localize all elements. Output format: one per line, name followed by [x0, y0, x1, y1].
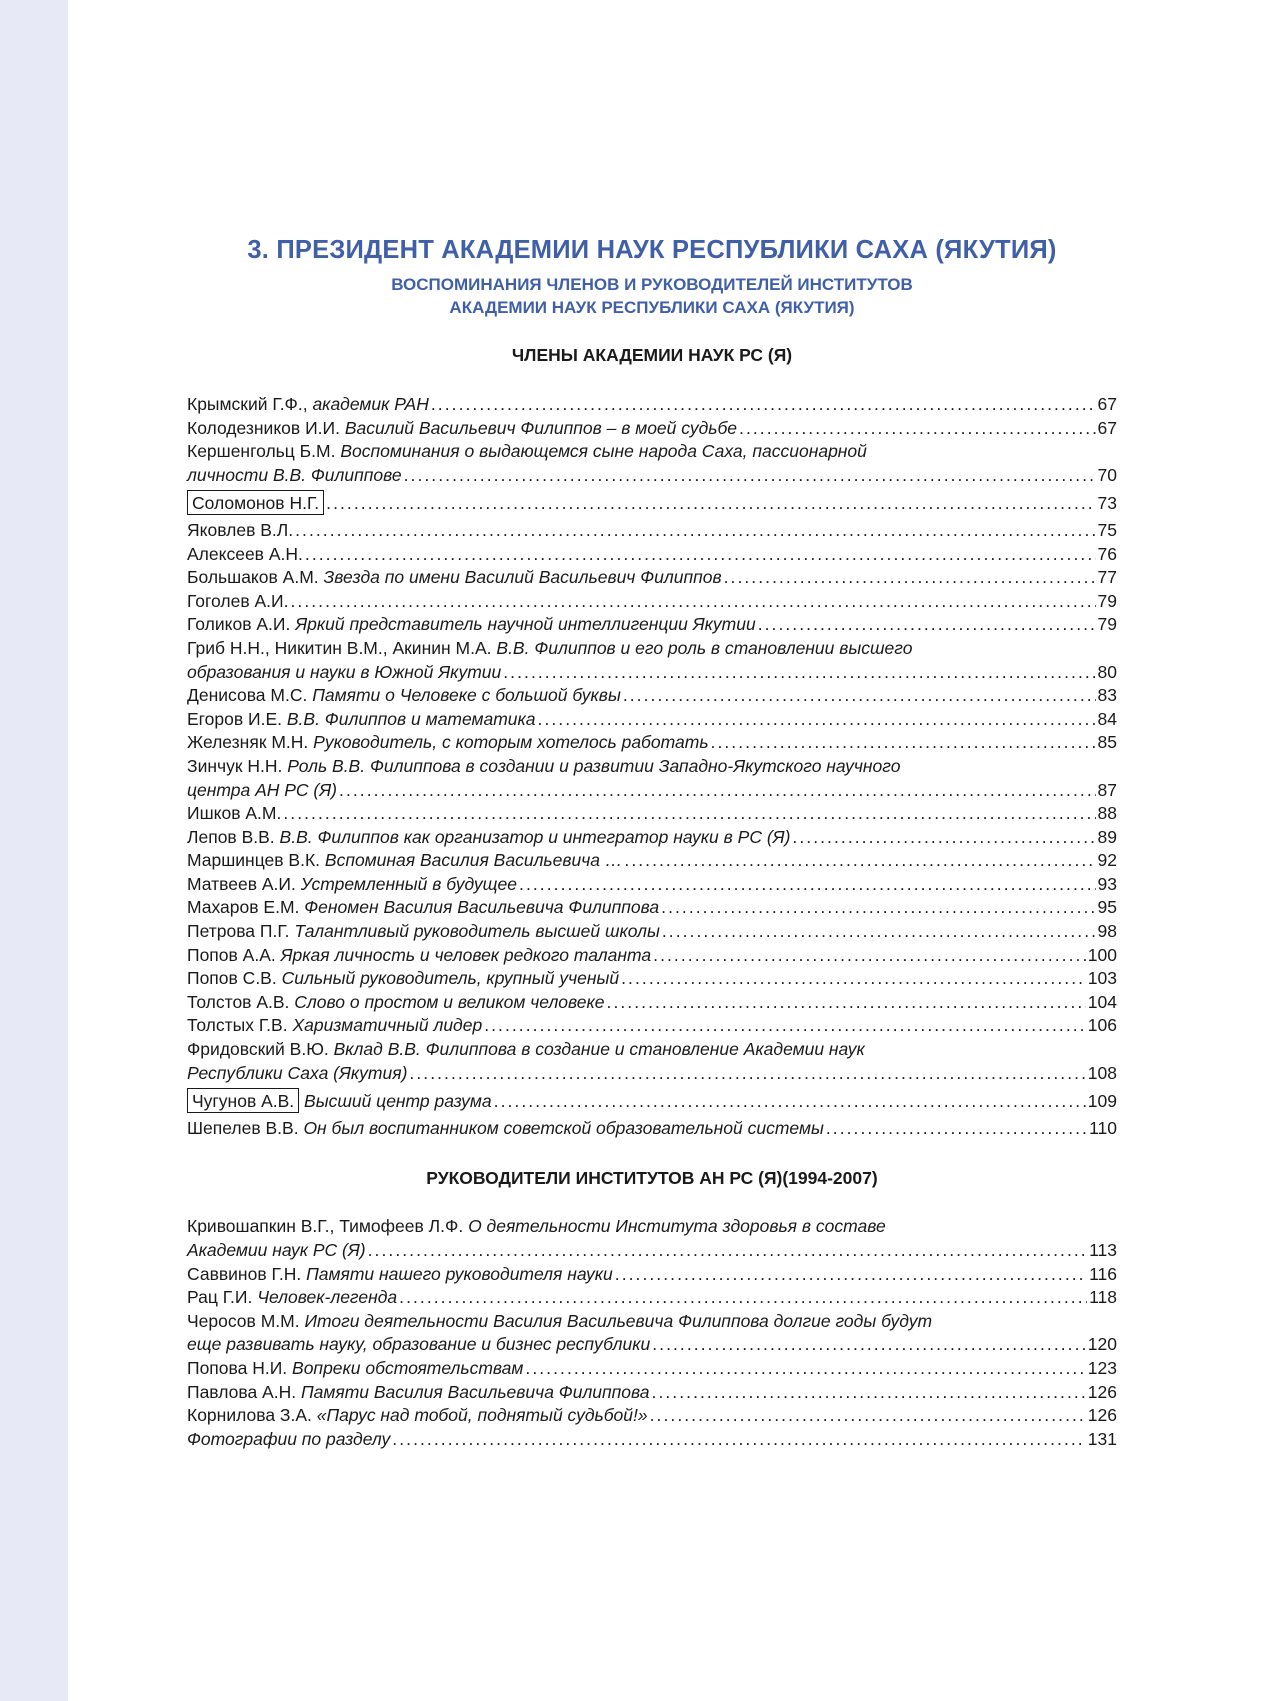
entry-text	[187, 991, 605, 1015]
entry-page-number: 93	[1097, 873, 1117, 894]
entry-title: В.В. Филиппов как организатор и интегратор науки в РС (Я)	[279, 826, 791, 847]
entry-text	[187, 1404, 648, 1428]
entry-title: В.В. Филиппов и его роль в становлении высшего	[496, 637, 913, 658]
entry-title: Итоги деятельности Василия Васильевича Филиппова долгие годы будут	[304, 1310, 933, 1331]
entry-line	[187, 490, 1117, 516]
entry-author: Рац Г.И.	[187, 1287, 258, 1308]
toc-entry[interactable]	[187, 1428, 1117, 1452]
entry-title: Василий Васильевич Филиппов – в моей судьбе	[344, 417, 738, 438]
entry-title-continued: еще развивать науку, образование и бизнес республики	[187, 1334, 651, 1355]
dot-leader	[653, 944, 1086, 968]
entry-title: Слово о простом и великом человеке	[294, 991, 605, 1012]
toc-entry[interactable]	[187, 613, 1117, 637]
entry-text	[187, 731, 709, 755]
entry-title: Вопреки обстоятельствам	[292, 1357, 524, 1378]
entry-text	[187, 590, 288, 614]
entry-page-number: 104	[1087, 991, 1117, 1012]
entry-title: Яркая личность и человек редкого таланта	[280, 944, 652, 965]
entry-page-number: 103	[1087, 968, 1117, 989]
entry-page-number: 83	[1097, 685, 1117, 706]
entry-line	[187, 1404, 1117, 1428]
toc-entry[interactable]	[187, 849, 1117, 873]
entry-page-number: 79	[1097, 614, 1117, 635]
entry-title: Человек-легенда	[257, 1287, 398, 1308]
entry-line-last	[187, 779, 1117, 803]
dot-leader	[624, 849, 1095, 873]
entry-title: Звезда по имени Василий Васильевич Филиппов	[323, 567, 722, 588]
dot-leader	[826, 1117, 1087, 1141]
entry-author: Чугунов А.В.	[187, 1088, 299, 1113]
dot-leader	[339, 779, 1096, 803]
entry-page-number: 110	[1089, 1117, 1117, 1138]
entry-page-number: 92	[1097, 850, 1117, 871]
entry-text	[187, 944, 651, 968]
entry-line	[187, 613, 1117, 637]
entry-title: академик РАН	[312, 394, 429, 414]
dot-leader	[295, 519, 1095, 543]
toc-entry[interactable]	[187, 1117, 1117, 1141]
entry-title: О деятельности Института здоровья в составе	[468, 1216, 886, 1237]
entry-title: В.В. Филиппов и математика	[286, 708, 536, 729]
toc-entry[interactable]	[187, 637, 1117, 684]
entry-title-continued: Академии наук РС (Я)	[187, 1240, 366, 1260]
entry-page-number: 87	[1097, 779, 1117, 800]
dot-leader	[503, 661, 1095, 685]
entry-text	[187, 873, 517, 897]
toc-entry[interactable]	[187, 1088, 1117, 1114]
entry-text	[187, 1428, 390, 1452]
entry-text	[187, 920, 660, 944]
toc-entry[interactable]	[187, 1038, 1117, 1085]
entry-title-continued: центра АН РС (Я)	[187, 779, 338, 800]
entry-line	[187, 684, 1117, 708]
entry-title: Памяти о Человеке с большой буквы	[312, 685, 621, 706]
entry-line-last	[187, 1062, 1117, 1086]
entry-line	[187, 1014, 1117, 1038]
toc-entry[interactable]	[187, 944, 1117, 968]
toc-entry[interactable]	[187, 417, 1117, 441]
entry-text	[187, 896, 659, 920]
dot-leader	[758, 613, 1096, 637]
entry-title: Воспоминания о выдающемся сыне народа Саха, пассионарной	[340, 441, 867, 462]
entry-author: Саввинов Г.Н.	[187, 1263, 307, 1284]
entry-line-last	[187, 1333, 1117, 1357]
toc-entry[interactable]	[187, 896, 1117, 920]
entry-title: Вспоминая Василия Васильевича …	[324, 850, 623, 871]
toc-entry[interactable]	[187, 802, 1117, 826]
entry-line	[187, 849, 1117, 873]
entry-author: Махаров Е.М.	[187, 897, 305, 918]
entry-line	[187, 920, 1117, 944]
entry-text	[187, 417, 737, 441]
entry-author: Гриб Н.Н., Никитин В.М., Акинин М.А.	[187, 637, 497, 658]
entry-author: Соломонов Н.Г.	[187, 490, 324, 515]
toc-entry[interactable]	[187, 991, 1117, 1015]
entry-page-number: 75	[1097, 519, 1117, 540]
entry-author: Петрова П.Г.	[187, 921, 295, 942]
entry-author: Яковлев В.Л.	[187, 519, 294, 540]
toc-entry[interactable]	[187, 393, 1117, 417]
entry-page-number: 80	[1097, 661, 1117, 682]
toc-entry[interactable]	[187, 590, 1117, 614]
toc-entry[interactable]	[187, 490, 1117, 516]
entry-title-continued: образования и науки в Южной Якутии	[187, 661, 502, 682]
entry-author: Голиков А.И.	[187, 614, 296, 635]
entry-page-number: 89	[1097, 826, 1117, 847]
entry-text	[187, 684, 621, 708]
entry-author: Егоров И.Е.	[187, 708, 287, 729]
entry-author: Павлова А.Н.	[187, 1381, 301, 1402]
dot-leader	[711, 731, 1096, 755]
entry-line	[187, 590, 1117, 614]
toc-entry[interactable]	[187, 1381, 1117, 1405]
entry-line	[187, 543, 1117, 567]
entry-page-number: 123	[1087, 1357, 1117, 1378]
entry-line	[187, 1428, 1117, 1452]
entry-text	[187, 1117, 824, 1141]
entry-author: Попов А.А.	[187, 944, 281, 965]
entry-line	[187, 967, 1117, 991]
dot-leader	[399, 1286, 1087, 1310]
toc-entry[interactable]	[187, 1215, 1117, 1262]
entry-line	[187, 1357, 1117, 1381]
entry-line-first	[187, 637, 1117, 661]
entry-text	[187, 802, 281, 826]
dot-leader	[409, 1062, 1085, 1086]
entry-text	[187, 1263, 613, 1287]
dot-leader	[652, 1333, 1086, 1357]
entry-page-number: 77	[1097, 567, 1117, 588]
entry-author: Денисова М.С.	[187, 685, 313, 706]
entry-line-first	[187, 1310, 1117, 1334]
entry-author: Маршинцев В.К.	[187, 850, 325, 871]
entry-line	[187, 393, 1117, 417]
toc-entry[interactable]	[187, 1014, 1117, 1038]
entry-page-number: 67	[1097, 394, 1117, 414]
subtitle-line-1: ВОСПОМИНАНИЯ ЧЛЕНОВ И РУКОВОДИТЕЛЕЙ ИНСТИТУТОВ	[391, 275, 913, 294]
entry-author: Попов С.В.	[187, 968, 282, 989]
toc-list-members	[187, 393, 1117, 1140]
entry-title-continued: Республики Саха (Якутия)	[187, 1062, 408, 1083]
toc-entry[interactable]	[187, 967, 1117, 991]
entry-line	[187, 1117, 1117, 1141]
entry-line	[187, 708, 1117, 732]
entry-title: Памяти нашего руководителя науки	[306, 1263, 613, 1284]
entry-text	[187, 543, 303, 567]
entry-line-first	[187, 1038, 1117, 1062]
toc-entry[interactable]	[187, 1286, 1117, 1310]
entry-line	[187, 873, 1117, 897]
entry-title: Он был воспитанником советской образовательной системы	[303, 1117, 824, 1138]
entry-title: Устремленный в будущее	[300, 873, 518, 894]
entry-line-last	[187, 661, 1117, 685]
dot-leader	[431, 393, 1096, 417]
entry-author: Кривошапкин В.Г., Тимофеев Л.Ф.	[187, 1216, 469, 1237]
entry-page-number: 108	[1087, 1062, 1117, 1083]
entry-page-number: 84	[1097, 708, 1117, 729]
toc-page	[187, 236, 1117, 1451]
entry-text	[187, 393, 429, 417]
dot-leader	[621, 967, 1086, 991]
entry-page-number: 126	[1087, 1381, 1117, 1402]
dot-leader	[607, 991, 1086, 1015]
toc-entry[interactable]	[187, 1263, 1117, 1287]
entry-author: Фридовский В.Ю.	[187, 1039, 334, 1060]
dot-leader	[368, 1239, 1087, 1263]
entry-page-number: 85	[1097, 732, 1117, 753]
entry-author: Шепелев В.В.	[187, 1117, 304, 1138]
entry-page-number: 76	[1097, 543, 1117, 564]
entry-text	[187, 566, 722, 590]
entry-text	[187, 1286, 397, 1310]
dot-leader	[404, 464, 1096, 488]
entry-page-number: 131	[1087, 1428, 1117, 1449]
entry-page-number: 126	[1087, 1405, 1117, 1426]
entry-text	[187, 1014, 482, 1038]
entry-line	[187, 1088, 1117, 1114]
entry-page-number: 106	[1087, 1015, 1117, 1036]
entry-title: Сильный руководитель, крупный ученый	[281, 968, 620, 989]
toc-entry[interactable]	[187, 708, 1117, 732]
entry-author: Алексеев А.Н.	[187, 543, 303, 564]
entry-text	[187, 1357, 523, 1381]
entry-author: Лепов В.В.	[187, 826, 280, 847]
dot-leader	[652, 1381, 1086, 1405]
entry-line-last	[187, 1239, 1117, 1263]
entry-page-number: 88	[1097, 803, 1117, 824]
entry-title: Феномен Василия Васильевича Филиппова	[304, 897, 660, 918]
entry-author: Попова Н.И.	[187, 1357, 293, 1378]
entry-title: Руководитель, с которым хотелось работать	[313, 732, 709, 753]
entry-line	[187, 1263, 1117, 1287]
entry-page-number: 79	[1097, 590, 1117, 611]
group-heading-members: ЧЛЕНЫ АКАДЕМИИ НАУК РС (Я)	[511, 345, 793, 365]
dot-leader	[538, 708, 1096, 732]
entry-author: Крымский Г.Ф.,	[187, 394, 313, 414]
entry-line	[187, 519, 1117, 543]
dot-leader	[724, 566, 1096, 590]
entry-line	[187, 417, 1117, 441]
dot-leader	[519, 873, 1096, 897]
entry-line-last	[187, 464, 1117, 488]
entry-author: Гоголев А.И.	[187, 590, 289, 611]
entry-page-number: 118	[1089, 1287, 1117, 1308]
dot-leader	[792, 826, 1095, 850]
entry-line	[187, 731, 1117, 755]
dot-leader	[525, 1357, 1085, 1381]
entry-line	[187, 896, 1117, 920]
entry-page-number: 70	[1097, 464, 1117, 485]
entry-author: Железняк М.Н.	[187, 732, 314, 753]
entry-line	[187, 826, 1117, 850]
entry-line	[187, 1381, 1117, 1405]
dot-leader	[283, 802, 1095, 826]
entry-page-number: 67	[1097, 417, 1117, 438]
dot-leader	[305, 543, 1096, 567]
entry-line	[187, 944, 1117, 968]
entry-line	[187, 1286, 1117, 1310]
dot-leader	[662, 920, 1096, 944]
entry-text	[187, 1088, 492, 1114]
entry-author: Толстых Г.В.	[187, 1015, 293, 1036]
toc-entry[interactable]	[187, 684, 1117, 708]
entry-text	[187, 967, 619, 991]
entry-author: Толстов А.В.	[187, 991, 295, 1012]
entry-text	[187, 849, 622, 873]
entry-text	[187, 613, 756, 637]
dot-leader	[392, 1428, 1086, 1452]
section-subtitle	[187, 273, 1117, 319]
entry-title: Памяти Василия Васильевича Филиппова	[300, 1381, 650, 1402]
dot-leader	[326, 492, 1095, 516]
toc-entry[interactable]	[187, 920, 1117, 944]
dot-leader	[290, 590, 1095, 614]
entry-title: Яркий представитель научной интеллигенции Якутии	[295, 614, 756, 635]
entry-author: Матвеев А.И.	[187, 873, 301, 894]
dot-leader	[650, 1404, 1086, 1428]
toc-entry[interactable]	[187, 566, 1117, 590]
toc-entry[interactable]	[187, 543, 1117, 567]
entry-title: Вклад В.В. Филиппова в создание и становление Академии наук	[333, 1039, 865, 1060]
dot-leader	[661, 896, 1095, 920]
dot-leader	[494, 1090, 1086, 1114]
toc-entry[interactable]	[187, 1404, 1117, 1428]
entry-line	[187, 802, 1117, 826]
toc-entry[interactable]	[187, 755, 1117, 802]
entry-title: Харизматичный лидер	[292, 1015, 483, 1036]
entry-page-number: 116	[1089, 1263, 1117, 1284]
toc-entry[interactable]	[187, 519, 1117, 543]
entry-title-continued: личности В.В. Филиппове	[187, 464, 402, 485]
entry-text	[187, 519, 293, 543]
toc-entry[interactable]	[187, 731, 1117, 755]
entry-title: Роль В.В. Филиппова в создании и развитии Западно-Якутского научного	[287, 755, 901, 776]
entry-author: Кершенгольц Б.М.	[187, 441, 341, 462]
entry-line-first	[187, 755, 1117, 779]
entry-page-number: 73	[1097, 493, 1117, 514]
entry-author: Большаков А.М.	[187, 567, 324, 588]
dot-leader	[484, 1014, 1086, 1038]
toc-list-institute-heads	[187, 1215, 1117, 1451]
entry-text	[187, 826, 790, 850]
entry-title: «Парус над тобой, поднятый судьбой!»	[316, 1405, 648, 1426]
entry-line	[187, 566, 1117, 590]
entry-page-number: 109	[1087, 1091, 1117, 1112]
left-margin-band	[0, 0, 68, 1701]
toc-entry[interactable]	[187, 440, 1117, 487]
section-title: 3. ПРЕЗИДЕНТ АКАДЕМИИ НАУК РЕСПУБЛИКИ САХА (ЯКУТИЯ)	[247, 236, 1057, 264]
entry-text	[187, 490, 324, 516]
entry-title: Талантливый руководитель высшей школы	[294, 921, 660, 942]
entry-page-number: 120	[1087, 1334, 1117, 1355]
entry-title: Фотографии по разделу	[187, 1428, 391, 1449]
dot-leader	[623, 684, 1096, 708]
toc-entry[interactable]	[187, 1357, 1117, 1381]
toc-entry[interactable]	[187, 1310, 1117, 1357]
entry-title: Высший центр разума	[299, 1091, 492, 1112]
group-heading-institute-heads: РУКОВОДИТЕЛИ ИНСТИТУТОВ АН РС (Я)(1994-2007)	[426, 1168, 878, 1189]
entry-text	[187, 1381, 650, 1405]
subtitle-line-2: АКАДЕМИИ НАУК РЕСПУБЛИКИ САХА (ЯКУТИЯ)	[449, 298, 855, 317]
entry-author: Корнилова З.А.	[187, 1405, 317, 1426]
entry-page-number: 95	[1097, 897, 1117, 918]
entry-page-number: 113	[1089, 1240, 1117, 1260]
entry-author: Зинчук Н.Н.	[187, 755, 288, 776]
entry-page-number: 100	[1087, 944, 1117, 965]
entry-author: Черосов М.М.	[187, 1310, 305, 1331]
entry-line-first	[187, 1215, 1117, 1239]
entry-page-number: 98	[1097, 921, 1117, 942]
toc-entry[interactable]	[187, 826, 1117, 850]
toc-entry[interactable]	[187, 873, 1117, 897]
entry-text	[187, 708, 536, 732]
entry-line	[187, 991, 1117, 1015]
dot-leader	[615, 1263, 1087, 1287]
dot-leader	[739, 417, 1096, 441]
entry-author: Колодезников И.И.	[187, 417, 345, 438]
entry-line-first	[187, 440, 1117, 464]
entry-author: Ишков А.М.	[187, 803, 282, 824]
